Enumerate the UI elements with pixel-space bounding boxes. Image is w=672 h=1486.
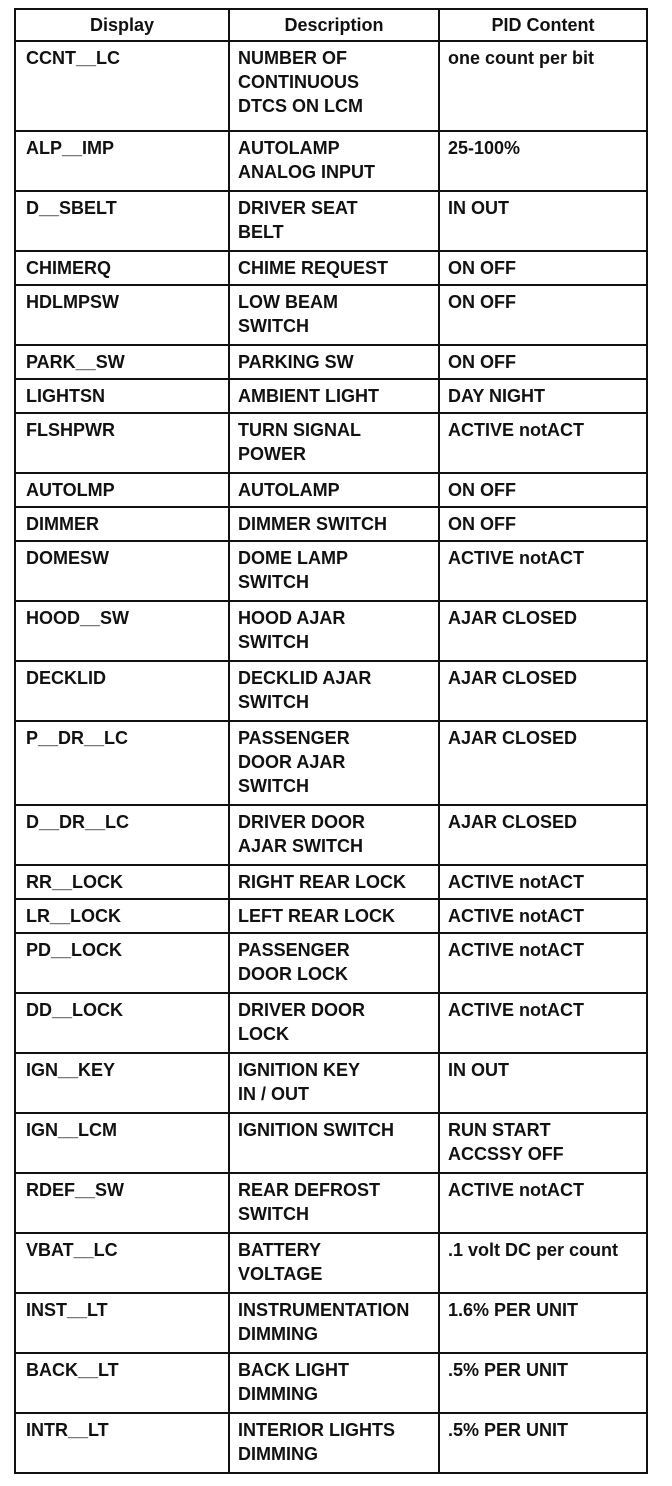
cell-pid-content: ACTIVE notACT [439,865,647,899]
column-header-display: Display [15,9,229,41]
cell-description: HOOD AJAR SWITCH [229,601,439,661]
pid-table-page [14,8,646,1474]
cell-pid-content: RUN START ACCSSY OFF [439,1113,647,1173]
cell-display: DIMMER [15,507,229,541]
cell-description: AUTOLAMP ANALOG INPUT [229,131,439,191]
cell-description: REAR DEFROST SWITCH [229,1173,439,1233]
table-row [15,541,647,601]
cell-pid-content: ACTIVE notACT [439,1173,647,1233]
table-row [15,1173,647,1233]
table-body [15,41,647,1473]
cell-display: INST__LT [15,1293,229,1353]
cell-description: BACK LIGHT DIMMING [229,1353,439,1413]
cell-display: VBAT__LC [15,1233,229,1293]
table-row [15,379,647,413]
cell-pid-content: ACTIVE notACT [439,933,647,993]
table-header-row [15,9,647,41]
cell-display: PD__LOCK [15,933,229,993]
cell-display: FLSHPWR [15,413,229,473]
cell-pid-content: 1.6% PER UNIT [439,1293,647,1353]
table-row [15,601,647,661]
cell-display: DD__LOCK [15,993,229,1053]
table-row [15,661,647,721]
cell-display: HDLMPSW [15,285,229,345]
cell-pid-content: ACTIVE notACT [439,993,647,1053]
table-row [15,721,647,805]
table-row [15,805,647,865]
cell-pid-content: AJAR CLOSED [439,661,647,721]
cell-display: RDEF__SW [15,1173,229,1233]
cell-display: P__DR__LC [15,721,229,805]
cell-description: DOME LAMP SWITCH [229,541,439,601]
cell-description: PASSENGER DOOR LOCK [229,933,439,993]
cell-description: LOW BEAM SWITCH [229,285,439,345]
cell-description: PASSENGER DOOR AJAR SWITCH [229,721,439,805]
cell-description: TURN SIGNAL POWER [229,413,439,473]
cell-description: NUMBER OF CONTINUOUS DTCS ON LCM [229,41,439,131]
cell-display: CHIMERQ [15,251,229,285]
cell-pid-content: AJAR CLOSED [439,601,647,661]
cell-display: LIGHTSN [15,379,229,413]
cell-description: DRIVER DOOR LOCK [229,993,439,1053]
cell-pid-content: ON OFF [439,251,647,285]
cell-description: IGNITION SWITCH [229,1113,439,1173]
cell-pid-content: ON OFF [439,473,647,507]
cell-display: LR__LOCK [15,899,229,933]
column-header-pid-content: PID Content [439,9,647,41]
cell-display: DECKLID [15,661,229,721]
cell-display: INTR__LT [15,1413,229,1473]
cell-description: IGNITION KEY IN / OUT [229,1053,439,1113]
cell-display: IGN__LCM [15,1113,229,1173]
column-header-description: Description [229,9,439,41]
table-row [15,1353,647,1413]
table-row [15,507,647,541]
cell-description: DECKLID AJAR SWITCH [229,661,439,721]
table-row [15,285,647,345]
cell-display: HOOD__SW [15,601,229,661]
cell-description: INSTRUMENTATION DIMMING [229,1293,439,1353]
cell-display: RR__LOCK [15,865,229,899]
table-row [15,191,647,251]
cell-description: INTERIOR LIGHTS DIMMING [229,1413,439,1473]
table-row [15,1233,647,1293]
cell-description: LEFT REAR LOCK [229,899,439,933]
cell-display: ALP__IMP [15,131,229,191]
table-row [15,993,647,1053]
cell-pid-content: DAY NIGHT [439,379,647,413]
cell-pid-content: 25-100% [439,131,647,191]
cell-description: AMBIENT LIGHT [229,379,439,413]
cell-pid-content: ON OFF [439,507,647,541]
cell-display: D__SBELT [15,191,229,251]
cell-pid-content: ON OFF [439,285,647,345]
cell-pid-content: .5% PER UNIT [439,1353,647,1413]
cell-pid-content: AJAR CLOSED [439,721,647,805]
cell-display: DOMESW [15,541,229,601]
table-row [15,1113,647,1173]
cell-description: RIGHT REAR LOCK [229,865,439,899]
cell-pid-content: AJAR CLOSED [439,805,647,865]
cell-pid-content: .5% PER UNIT [439,1413,647,1473]
cell-pid-content: IN OUT [439,1053,647,1113]
table-row [15,413,647,473]
cell-pid-content: ACTIVE notACT [439,413,647,473]
table-row [15,1293,647,1353]
cell-description: DRIVER SEAT BELT [229,191,439,251]
table-row [15,41,647,131]
cell-pid-content: ACTIVE notACT [439,899,647,933]
cell-display: PARK__SW [15,345,229,379]
cell-description: DRIVER DOOR AJAR SWITCH [229,805,439,865]
cell-display: CCNT__LC [15,41,229,131]
table-row [15,131,647,191]
table-row [15,473,647,507]
cell-description: BATTERY VOLTAGE [229,1233,439,1293]
cell-description: PARKING SW [229,345,439,379]
table-row [15,899,647,933]
table-row [15,865,647,899]
cell-pid-content: one count per bit [439,41,647,131]
cell-description: AUTOLAMP [229,473,439,507]
table-row [15,1413,647,1473]
cell-pid-content: ON OFF [439,345,647,379]
table-row [15,251,647,285]
cell-description: DIMMER SWITCH [229,507,439,541]
table-row [15,933,647,993]
cell-pid-content: IN OUT [439,191,647,251]
cell-display: AUTOLMP [15,473,229,507]
cell-pid-content: ACTIVE notACT [439,541,647,601]
table-row [15,345,647,379]
cell-display: BACK__LT [15,1353,229,1413]
cell-display: D__DR__LC [15,805,229,865]
pid-table [14,8,648,1474]
cell-display: IGN__KEY [15,1053,229,1113]
table-row [15,1053,647,1113]
cell-pid-content: .1 volt DC per count [439,1233,647,1293]
cell-description: CHIME REQUEST [229,251,439,285]
